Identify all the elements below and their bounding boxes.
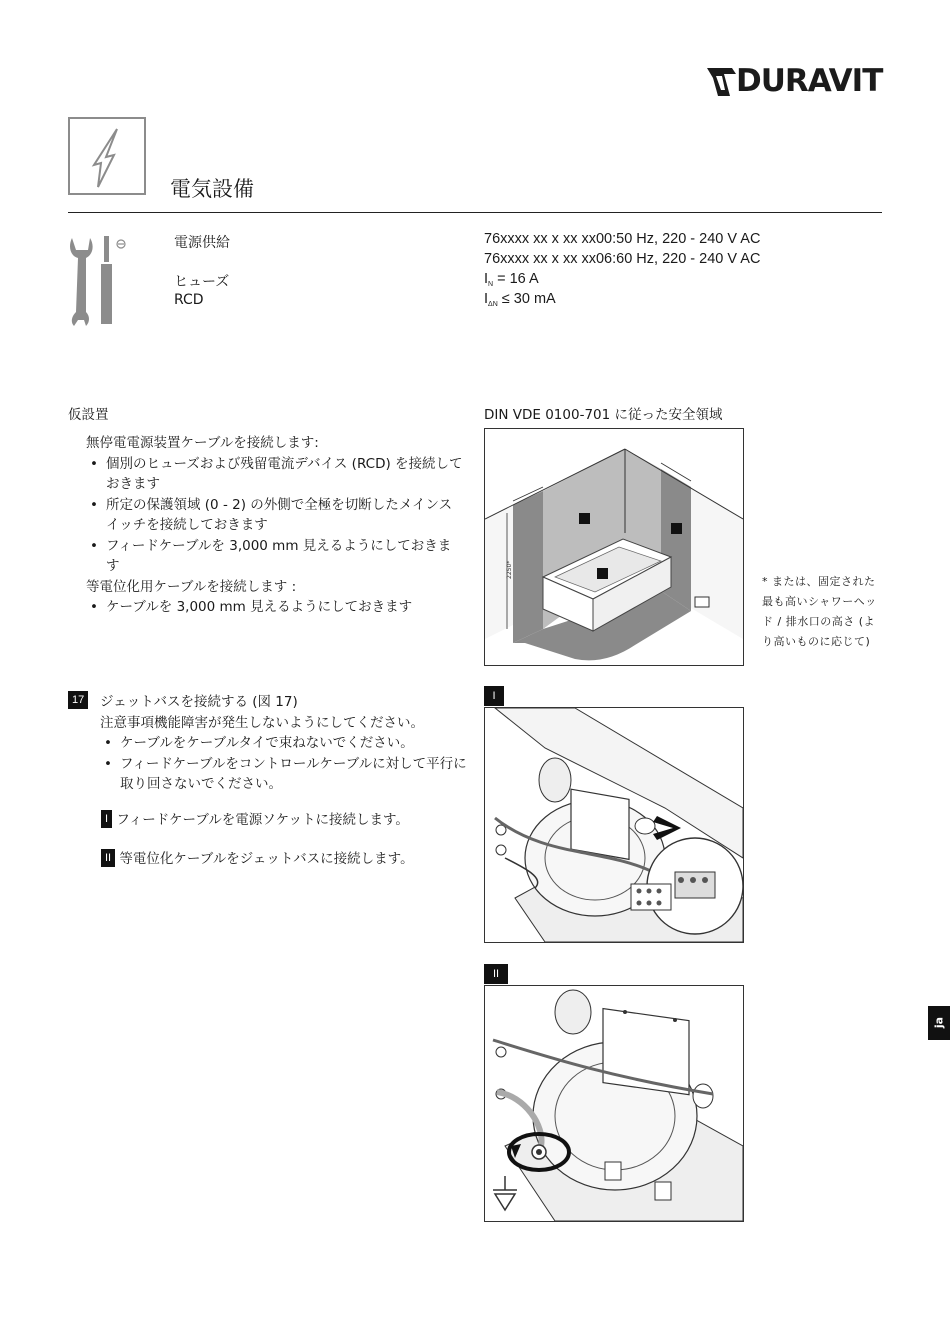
list-item: • フィードケーブルをコントロールケーブルに対して平行に取り回さないでください。	[100, 754, 470, 795]
duravit-logo	[706, 62, 890, 102]
logo-text: DURAVIT	[736, 63, 883, 99]
step-17-title: ジェットバスを接続する (図 17)	[100, 694, 298, 710]
list-item: • ケーブルをケーブルタイで束ねないでください。	[100, 733, 470, 754]
page-title: 電気設備	[170, 177, 254, 201]
power-supply-label: 電源供給	[174, 235, 230, 251]
fuse-value: $I_N = 16$ A	[484, 271, 539, 288]
list-item: • 個別のヒューズおよび残留電流デバイス (RCD) を接続しておきます	[86, 454, 464, 495]
safety-zone-diagram	[484, 428, 744, 666]
substep-2-badge: II	[101, 849, 115, 867]
power-value-50hz: 76xxxx xx x xx xx00:50 Hz, 220 - 240 V AC	[484, 231, 761, 247]
electrical-warning-box	[68, 117, 146, 195]
step-17-instructions	[100, 692, 470, 795]
step-17-caution: 注意事項機能障害が発生しないようにしてください。	[100, 714, 424, 731]
figure-2-equipotential	[484, 985, 744, 1222]
figure-1-power-socket	[484, 707, 744, 943]
power-value-60hz: 76xxxx xx x xx xx06:60 Hz, 220 - 240 V AC	[484, 251, 761, 267]
provisional-intro: 無停電電源装置ケーブルを接続します:	[86, 435, 319, 451]
duravit-bird-icon	[706, 64, 738, 100]
height-dimension-label: 2250*	[506, 560, 513, 579]
substep-2	[101, 849, 471, 870]
step-17-badge: 17	[68, 688, 88, 709]
safety-zone-heading: DIN VDE 0100-701 に従った安全領域	[484, 407, 723, 423]
list-item: • 所定の保護領域 (0 - 2) の外側で全極を切断したメインスイッチを接続しておきます	[86, 495, 464, 536]
rcd-value: $I_{\Delta N} \le 30$ mA	[484, 291, 556, 308]
substep-1-text: フィードケーブルを電源ソケットに接続します。	[116, 812, 409, 828]
provisional-heading: 仮設置	[68, 407, 109, 423]
safety-footnote: * または、固定された最も高いシャワーヘッド / 排水口の高さ (より高いものに応じて)	[762, 575, 877, 648]
substep-1	[101, 810, 471, 831]
list-item: • フィードケーブルを 3,000 mm 見えるようにしておきます	[86, 536, 464, 577]
substep-2-text: 等電位化ケーブルをジェットバスに接続します。	[119, 851, 414, 867]
substep-1-badge: I	[101, 810, 112, 828]
provisional-instructions	[86, 433, 464, 618]
figure-2-badge: II	[484, 964, 508, 984]
list-item: • ケーブルを 3,000 mm 見えるようにしておきます	[86, 597, 464, 618]
lightning-bolt-icon	[70, 119, 144, 193]
language-tab: ja	[928, 1006, 950, 1040]
fuse-label: ヒューズ	[174, 274, 230, 290]
title-divider	[68, 212, 882, 213]
figure-1-badge: I	[484, 686, 504, 706]
rcd-label: RCD	[174, 292, 204, 308]
tools-icon	[66, 232, 130, 328]
provisional-intro-2: 等電位化用ケーブルを接続します :	[86, 578, 297, 595]
